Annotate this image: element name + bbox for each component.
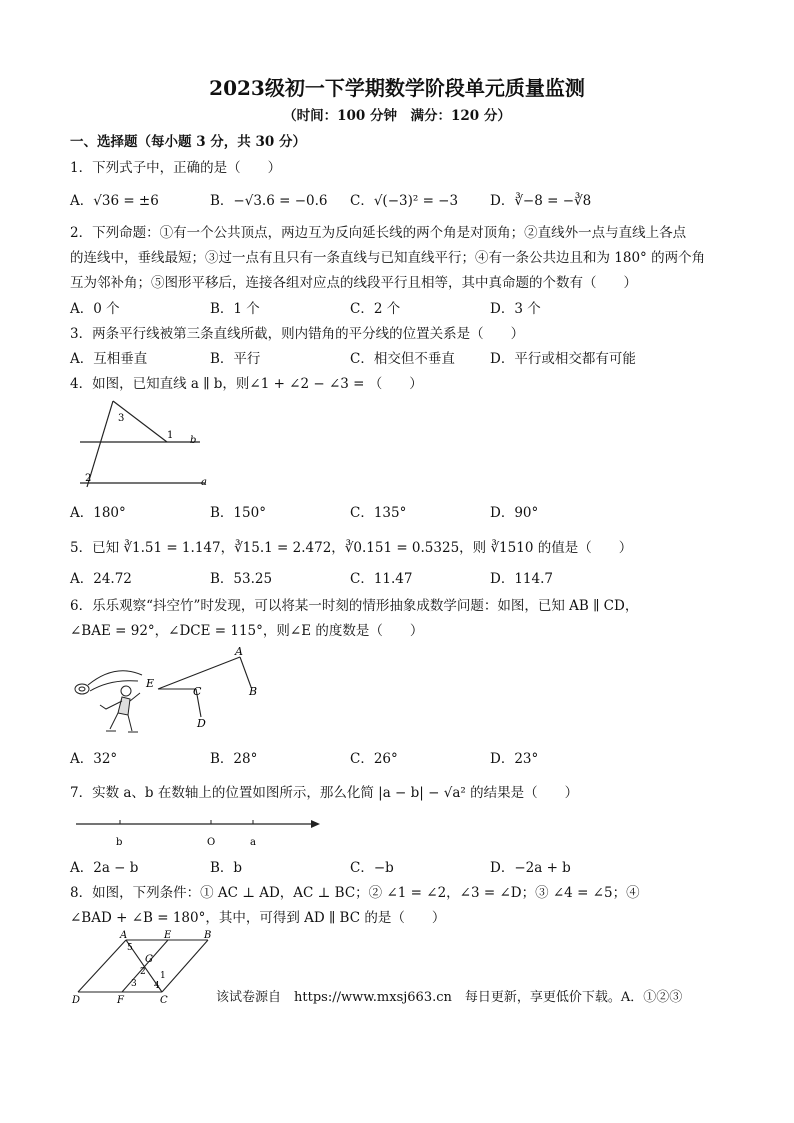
q7-stem: 7．实数 a、b 在数轴上的位置如图所示，那么化简 |a − b| − √a² 的结果是（ ） xyxy=(70,785,579,801)
q6-option-c: C．26° xyxy=(350,751,398,767)
q6-line-2: ∠BAE = 92°，∠DCE = 115°，则∠E 的度数是（ ） xyxy=(70,623,424,639)
fig4-label-2: 2 xyxy=(85,473,92,484)
q6-option-d: D．23° xyxy=(490,751,539,767)
q7-option-d: D．−2a + b xyxy=(490,860,571,876)
exam-title: 2023级初一下学期数学阶段单元质量监测 xyxy=(209,76,585,100)
fig4-label-b: b xyxy=(190,435,197,446)
q2-line-2: 的连线中，垂线最短；③过一点有且只有一条直线与已知直线平行；④有一条公共边且和为 180° 的两个角 xyxy=(70,250,706,266)
q8-line-1: 8．如图，下列条件：① AC ⊥ AD，AC ⊥ BC；② ∠1 = ∠2，∠3 = ∠D；③ ∠4 = ∠5；④ xyxy=(70,885,640,901)
diabolo-player-illustration xyxy=(75,671,142,732)
q2-line-3: 互为邻补角；⑤图形平移后，连接各组对应点的线段平行且相等，其中真命题的个数有（ ） xyxy=(70,275,637,291)
fig6-label-C: C xyxy=(193,685,202,698)
ray-AB xyxy=(240,657,251,687)
q1-option-c: C．√(−3)² = −3 xyxy=(350,193,459,209)
q3-option-a: A．互相垂直 xyxy=(70,351,148,367)
fig4-label-3: 3 xyxy=(118,413,125,424)
fig8-label-4: 4 xyxy=(154,981,160,991)
fig6-label-E: E xyxy=(146,677,155,690)
q4-figure xyxy=(70,395,220,495)
fig8-label-2: 2 xyxy=(140,967,146,977)
q5-option-a: A．24.72 xyxy=(70,571,132,587)
fig8-label-B: B xyxy=(204,930,212,941)
q3-option-b: B．平行 xyxy=(210,351,261,367)
q7-number-line xyxy=(70,812,330,852)
q6-option-b: B．28° xyxy=(210,751,258,767)
source-footer-text: 该试卷源自 https://www.mxsj663.cn 每日更新，享更低价下载。A．①②③ xyxy=(216,990,683,1005)
fig4-label-1: 1 xyxy=(167,430,174,441)
q1-option-a: A．√36 = ±6 xyxy=(70,193,159,209)
fig8-label-A: A xyxy=(120,930,128,941)
q1-stem: 1．下列式子中，正确的是（ ） xyxy=(70,160,282,176)
q7-option-b: B．b xyxy=(210,860,243,876)
q1-option-d: D．∛−8 = −∛8 xyxy=(490,193,592,209)
fig6-label-A: A xyxy=(235,645,243,658)
axis-label-b: b xyxy=(116,837,123,848)
q1-option-b: B．−√3.6 = −0.6 xyxy=(210,193,328,209)
q4-option-b: B．150° xyxy=(210,505,266,521)
fig8-label-E: E xyxy=(164,930,172,941)
q4-option-c: C．135° xyxy=(350,505,407,521)
q4-option-d: D．90° xyxy=(490,505,539,521)
q7-option-c: C．−b xyxy=(350,860,394,876)
q2-option-a: A．0 个 xyxy=(70,301,120,317)
fig8-label-D: D xyxy=(72,995,81,1006)
q8-figure xyxy=(70,928,220,1006)
fig8-label-1: 1 xyxy=(160,971,166,981)
q3-stem: 3．两条平行线被第三条直线所截，则内错角的平分线的位置关系是（ ） xyxy=(70,326,525,342)
q7-option-a: A．2a − b xyxy=(70,860,139,876)
q6-line-1: 6．乐乐观察“抖空竹”时发现，可以将某一时刻的情形抽象成数学问题：如图，已知 AB ∥ CD， xyxy=(70,598,639,614)
section-heading: 一、选择题（每小题 3 分，共 30 分） xyxy=(70,134,306,150)
q2-option-c: C．2 个 xyxy=(350,301,401,317)
q2-line-1: 2．下列命题：①有一个公共顶点，两边互为反向延长线的两个角是对顶角；②直线外一点与直线上各点 xyxy=(70,225,687,241)
q6-option-a: A．32° xyxy=(70,751,118,767)
fig8-label-C: C xyxy=(160,995,168,1006)
q8-line-2: ∠BAD + ∠B = 180°，其中，可得到 AD ∥ BC 的是（ ） xyxy=(70,910,446,926)
q6-figure xyxy=(70,645,270,740)
exam-subtitle: （时间：100 分钟 满分：120 分） xyxy=(283,108,511,124)
fig8-label-F: F xyxy=(117,995,124,1006)
q5-stem: 5．已知 ∛1.51 = 1.147，∛15.1 = 2.472，∛0.151 = 0.5325，则 ∛1510 的值是（ ） xyxy=(70,540,633,556)
axis-label-a: a xyxy=(250,837,256,848)
q4-option-a: A．180° xyxy=(70,505,126,521)
axis-label-o: O xyxy=(207,837,216,848)
q3-option-d: D．平行或相交都有可能 xyxy=(490,351,636,367)
q5-option-b: B．53.25 xyxy=(210,571,273,587)
segment-BC xyxy=(162,940,208,992)
q2-option-d: D．3 个 xyxy=(490,301,541,317)
q2-option-b: B．1 个 xyxy=(210,301,260,317)
number-line-arrow-icon xyxy=(311,820,320,828)
fig8-label-5: 5 xyxy=(127,943,133,953)
fig6-label-B: B xyxy=(249,685,258,698)
q5-option-d: D．114.7 xyxy=(490,571,553,587)
fig8-label-G: G xyxy=(145,954,153,965)
fig4-label-a: a xyxy=(201,477,207,488)
fig8-label-3: 3 xyxy=(131,979,137,989)
q4-stem: 4．如图，已知直线 a ∥ b，则∠1 + ∠2 − ∠3 = （ ） xyxy=(70,376,423,392)
fig6-label-D: D xyxy=(197,717,206,730)
q3-option-c: C．相交但不垂直 xyxy=(350,351,455,367)
q5-option-c: C．11.47 xyxy=(350,571,413,587)
segment-AD xyxy=(78,940,126,992)
